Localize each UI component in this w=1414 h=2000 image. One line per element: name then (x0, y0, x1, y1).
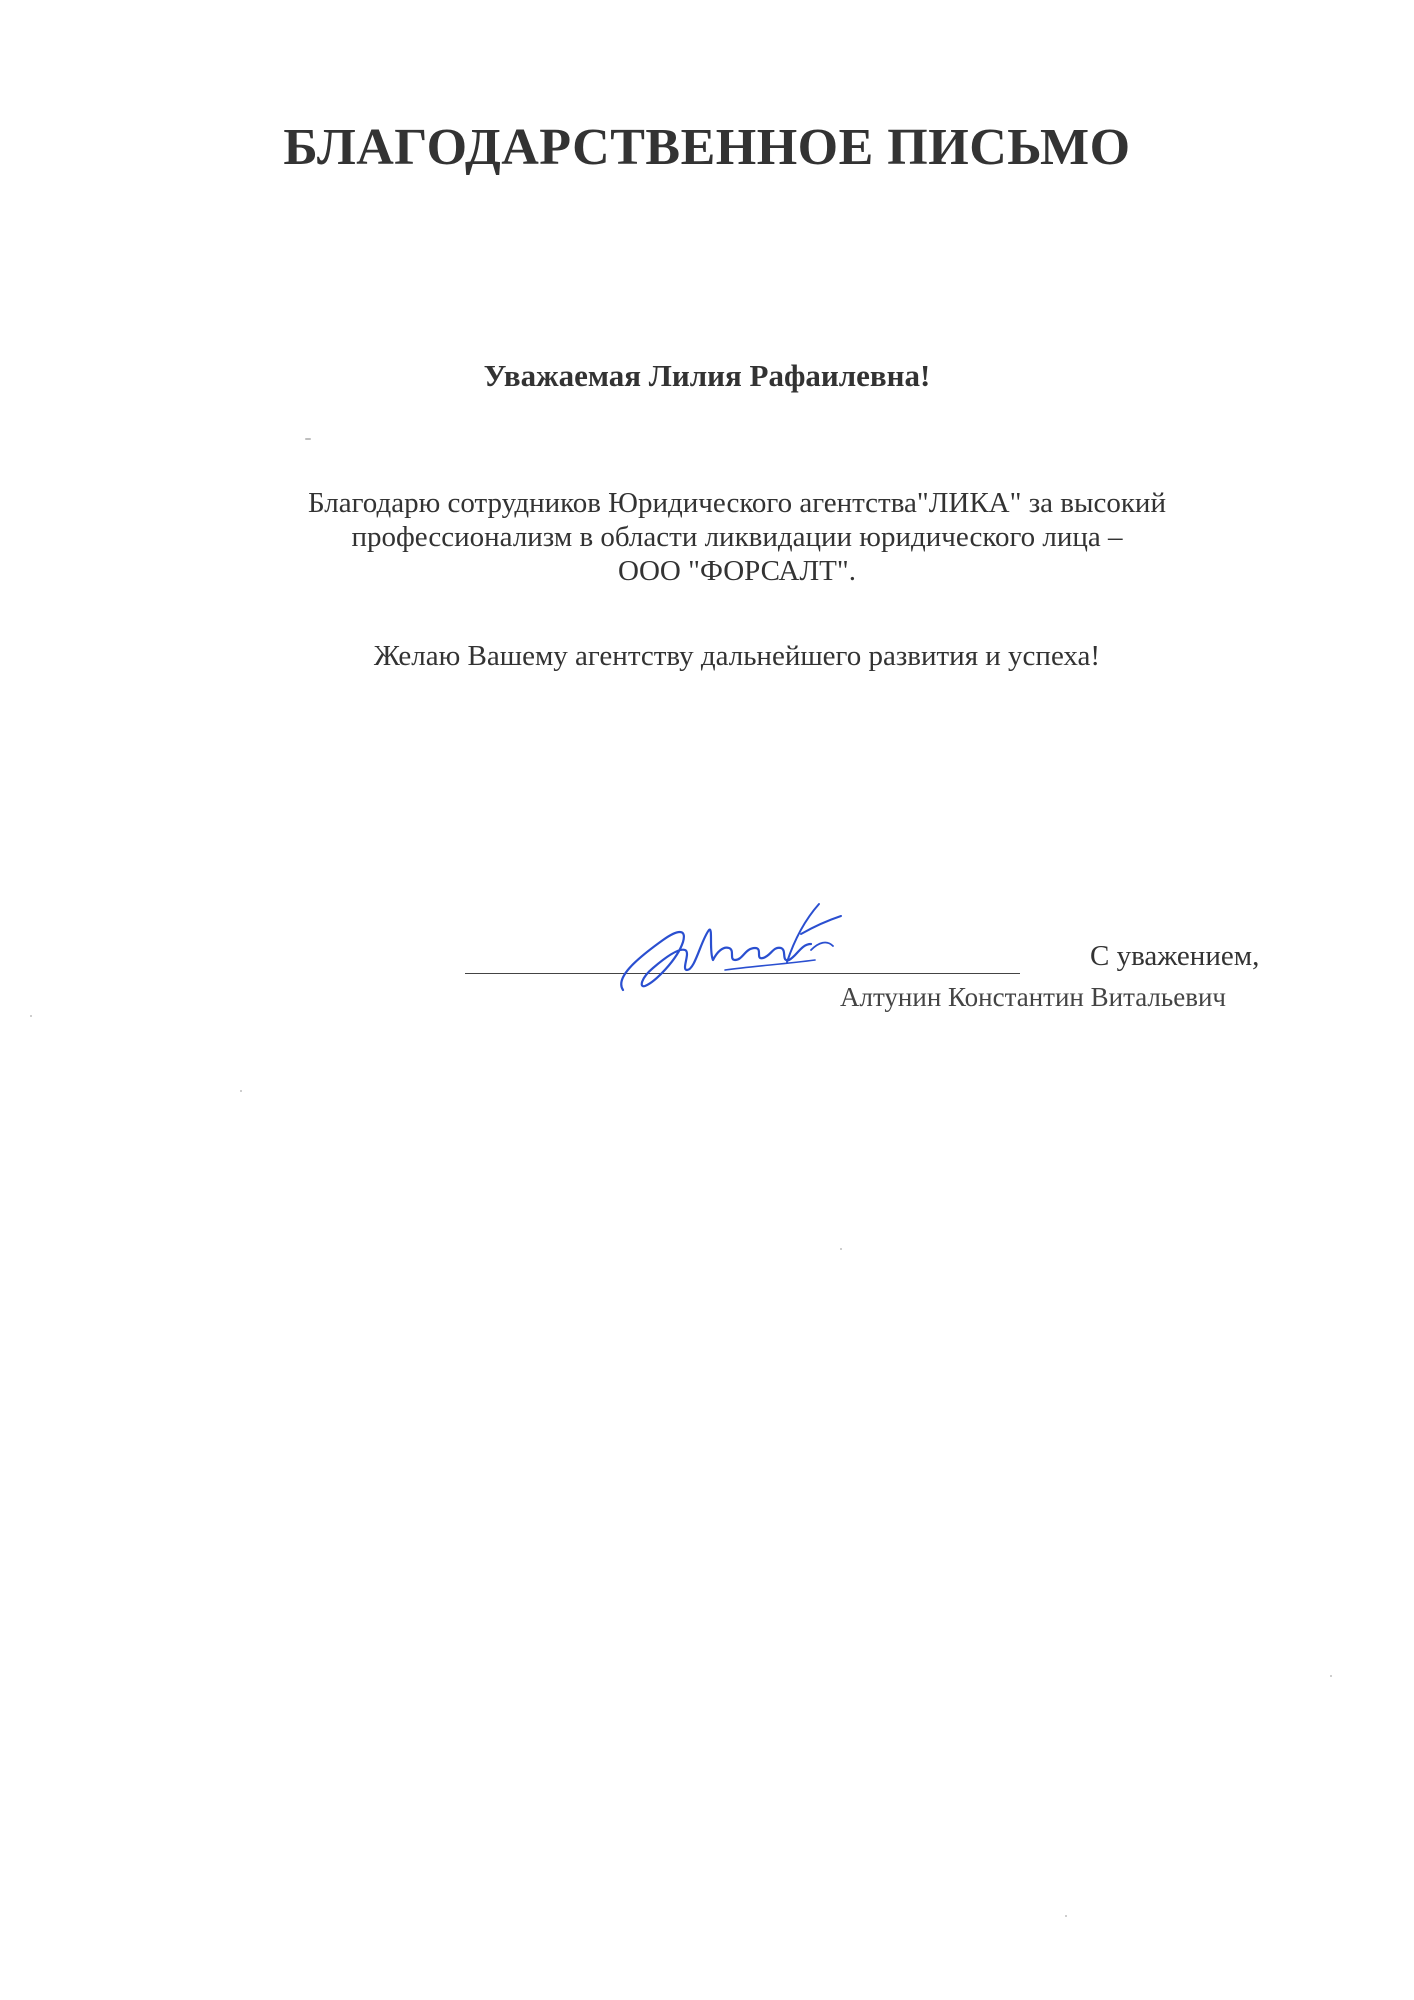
scan-speck (305, 438, 311, 440)
signer-name: Алтунин Константин Витальевич (840, 982, 1226, 1012)
body-line: Благодарю сотрудников Юридического агентства"ЛИКА" за высокий (308, 487, 1166, 519)
handwritten-signature (605, 890, 845, 1005)
scan-speck (30, 1015, 32, 1017)
scan-speck (1065, 1915, 1067, 1917)
scan-speck (840, 1248, 842, 1250)
scan-speck (1330, 1675, 1332, 1677)
salutation: Уважаемая Лилия Рафаилевна! (483, 358, 931, 393)
closing-text: С уважением, (1090, 940, 1260, 972)
wish-text: Желаю Вашему агентству дальнейшего развития и успеха! (373, 640, 1101, 672)
letter-title: БЛАГОДАРСТВЕННОЕ ПИСЬМО (283, 119, 1131, 176)
body-line: ООО "ФОРСАЛТ". (618, 555, 856, 587)
letter-body (180, 486, 1294, 588)
body-line: профессионализм в области ликвидации юридического лица – (351, 521, 1123, 553)
scan-speck (240, 1090, 242, 1092)
